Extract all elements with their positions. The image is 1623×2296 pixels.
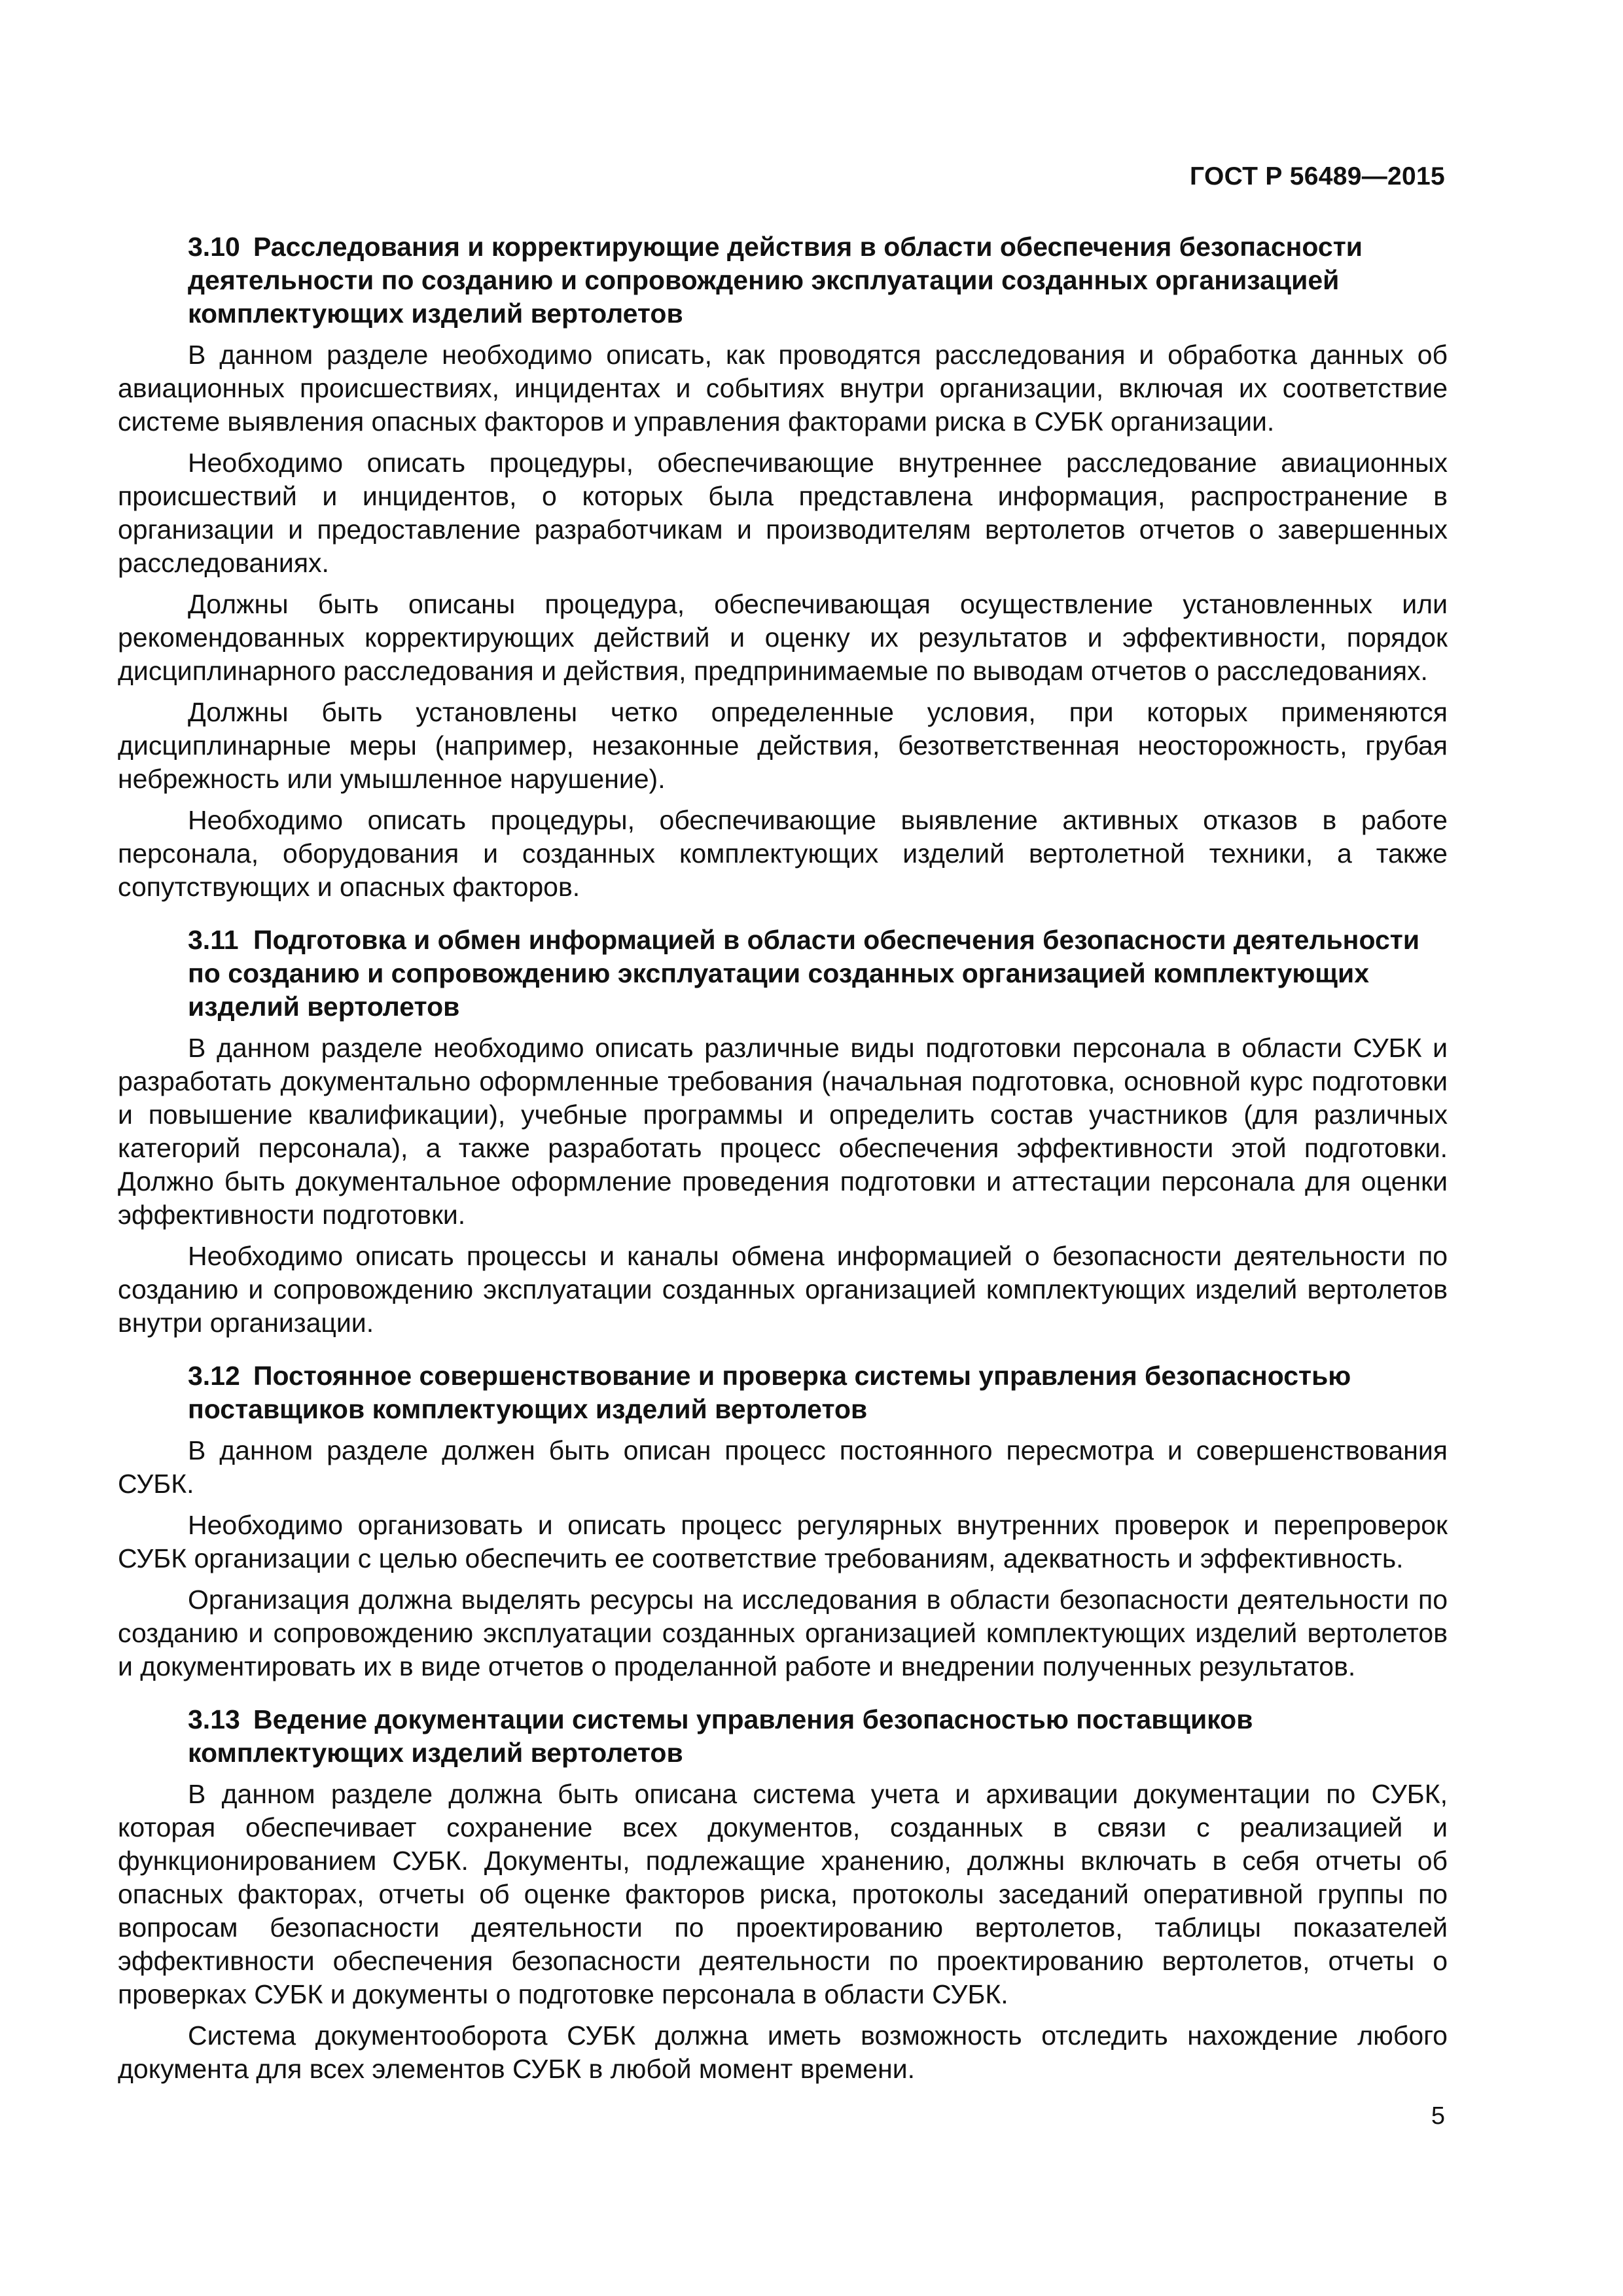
section-heading bbox=[118, 1359, 1448, 1426]
page-number: 5 bbox=[1431, 2102, 1445, 2130]
paragraph: Необходимо описать процессы и каналы обмена информацией о безопасности деятельности по созданию и сопровождению эксплуатации созданных организацией комплектующих изделий вертолетов внутри организации. bbox=[118, 1241, 1448, 1338]
section-heading bbox=[118, 230, 1448, 331]
paragraph: Должны быть описаны процедура, обеспечивающая осуществление установленных или рекомендованных корректирующих действий и оценку их результатов и эффективности, порядок дисциплинарного расследования и действия, предпринимаемые по выводам отчетов о расследованиях. bbox=[118, 589, 1448, 686]
section-title: Подготовка и обмен информацией в области обеспечения безопасности деятельности по созданию и сопровождению эксплуатации созданных организацией комплектующих изделий вертолетов bbox=[188, 925, 1420, 1022]
paragraph: Система документооборота СУБК должна иметь возможность отследить нахождение любого документа для всех элементов СУБК в любой момент времени. bbox=[118, 2020, 1448, 2084]
paragraph: В данном разделе должна быть описана система учета и архивации документации по СУБК, которая обеспечивает сохранение всех документов, созданных в связи с реализацией и функционированием СУБК. Документы, подлежащие хранению, должны включать в себя отчеты об опасных факторах, отчеты об оценке факторов риска, протоколы заседаний оперативной группы по вопросам безопасности деятельности по проектированию вертолетов, таблицы показателей эффективности обеспечения безопасности деятельности по проектированию вертолетов, отчеты о проверках СУБК и документы о подготовке персонала в области СУБК. bbox=[118, 1779, 1448, 2009]
paragraph: Должны быть установлены четко определенные условия, при которых применяются дисциплинарные меры (например, незаконные действия, безответственная неосторожность, грубая небрежность или умышленное нарушение). bbox=[118, 697, 1448, 794]
document-code: ГОСТ Р 56489—2015 bbox=[1190, 162, 1445, 190]
section-heading bbox=[118, 1703, 1448, 1770]
section-number: 3.13 bbox=[188, 1704, 240, 1734]
section-title: Ведение документации системы управления безопасностью поставщиков комплектующих изделий вертолетов bbox=[188, 1704, 1253, 1768]
paragraph: Организация должна выделять ресурсы на исследования в области безопасности деятельности по созданию и сопровождению эксплуатации созданных организацией комплектующих изделий вертолетов и документировать их в виде отчетов о проделанной работе и внедрении полученных результатов. bbox=[118, 1585, 1448, 1681]
section-title: Постоянное совершенствование и проверка системы управления безопасностью поставщиков комплектующих изделий вертолетов bbox=[188, 1361, 1351, 1424]
section-3-12 bbox=[118, 1359, 1448, 1683]
paragraph: В данном разделе должен быть описан процесс постоянного пересмотра и совершенствования СУБК. bbox=[118, 1435, 1448, 1499]
paragraph: Необходимо описать процедуры, обеспечивающие выявление активных отказов в работе персонала, оборудования и созданных комплектующих изделий вертолетной техники, а также сопутствующих и опасных факторов. bbox=[118, 805, 1448, 902]
document-body bbox=[118, 230, 1448, 2094]
section-heading bbox=[118, 924, 1448, 1024]
section-3-13 bbox=[118, 1703, 1448, 2086]
section-number: 3.10 bbox=[188, 232, 240, 262]
paragraph: Необходимо описать процедуры, обеспечивающие внутреннее расследование авиационных происшествий и инцидентов, о которых была представлена информация, распространение в организации и предоставление разработчикам и производителям вертолетов отчетов о завершенных расследованиях. bbox=[118, 448, 1448, 578]
section-3-11 bbox=[118, 924, 1448, 1340]
paragraph: В данном разделе необходимо описать различные виды подготовки персонала в области СУБК и разработать документально оформленные требования (начальная подготовка, основной курс подготовки и повышение квалификации), учебные программы и определить состав участников (для различных категорий персонала), а также разработать процесс обеспечения эффективности этой подготовки. Должно быть документальное оформление проведения подготовки и аттестации персонала для оценки эффективности подготовки. bbox=[118, 1033, 1448, 1230]
paragraph: В данном разделе необходимо описать, как проводятся расследования и обработка данных об авиационных происшествиях, инцидентах и событиях внутри организации, включая их соответствие системе выявления опасных факторов и управления факторами риска в СУБК организации. bbox=[118, 340, 1448, 437]
section-number: 3.12 bbox=[188, 1361, 240, 1391]
section-title: Расследования и корректирующие действия в области обеспечения безопасности деятельности по созданию и сопровождению эксплуатации созданных организацией комплектующих изделий вертолетов bbox=[188, 232, 1363, 329]
section-number: 3.11 bbox=[188, 925, 239, 955]
paragraph: Необходимо организовать и описать процесс регулярных внутренних проверок и перепроверок СУБК организации с целью обеспечить ее соответствие требованиям, адекватность и эффективность. bbox=[118, 1510, 1448, 1573]
section-3-10 bbox=[118, 230, 1448, 904]
